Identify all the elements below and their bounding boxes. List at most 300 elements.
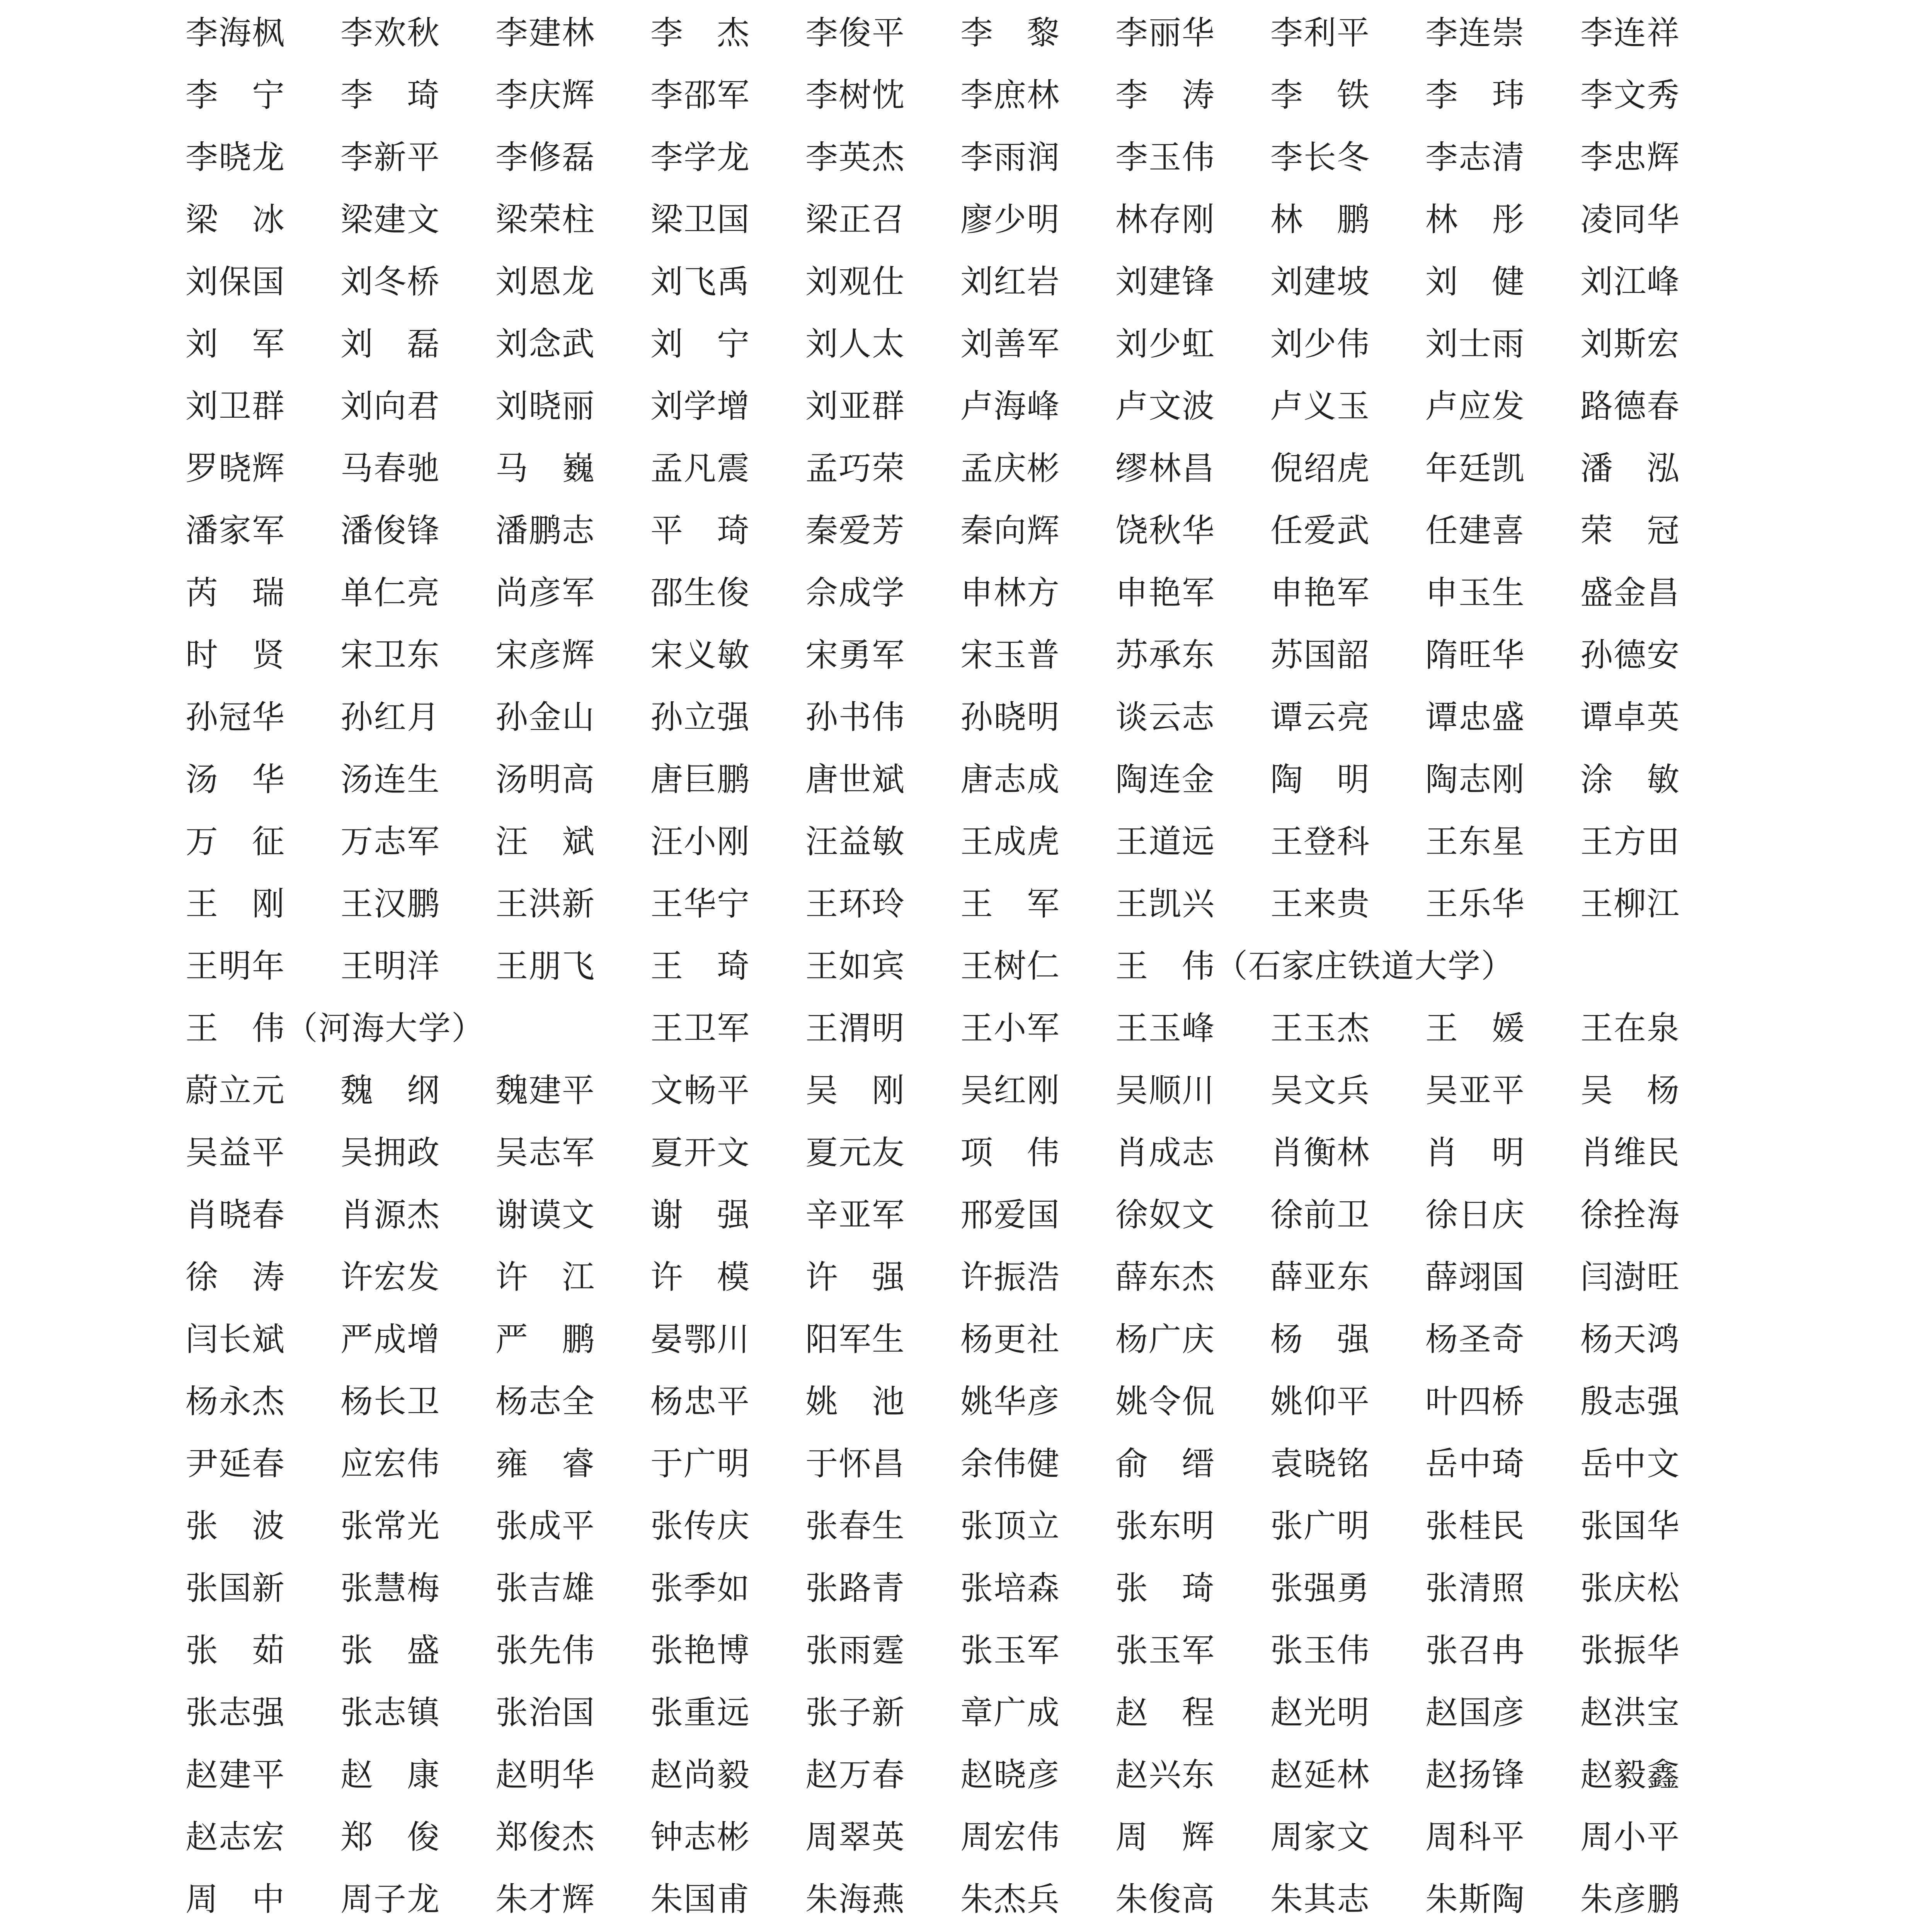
reviewer-name: 张艳博 xyxy=(650,1631,751,1669)
reviewer-name: 赵建平 xyxy=(186,1756,286,1794)
reviewer-name: 王玉峰 xyxy=(1115,1009,1216,1047)
reviewer-name: 赵 康 xyxy=(340,1756,441,1794)
reviewer-name: 李欢秋 xyxy=(340,14,441,52)
reviewer-name: 汤 华 xyxy=(186,760,286,798)
name-row xyxy=(186,375,1755,437)
reviewer-name: 赵毅鑫 xyxy=(1580,1756,1680,1794)
reviewer-name: 卢义玉 xyxy=(1270,387,1371,425)
reviewer-name: 张先伟 xyxy=(495,1631,596,1669)
reviewer-name: 任建喜 xyxy=(1425,512,1525,549)
reviewer-name: 陶连金 xyxy=(1115,760,1216,798)
reviewer-name: 张清照 xyxy=(1425,1569,1525,1607)
reviewer-name: 汤连生 xyxy=(340,760,441,798)
reviewer-name: 于广明 xyxy=(650,1445,751,1483)
reviewer-name: 杨志全 xyxy=(495,1383,596,1420)
reviewer-name: 刘人太 xyxy=(805,325,906,363)
reviewer-name: 李文秀 xyxy=(1580,76,1680,114)
reviewer-name: 唐志成 xyxy=(960,760,1061,798)
reviewer-name: 李 宁 xyxy=(186,76,286,114)
reviewer-name: 王 伟（河海大学） xyxy=(186,1009,485,1047)
reviewer-name-list xyxy=(186,2,1755,1932)
reviewer-name: 李志清 xyxy=(1425,138,1525,176)
reviewer-name: 盛金昌 xyxy=(1580,574,1680,612)
reviewer-name: 凌同华 xyxy=(1580,201,1680,238)
reviewer-name: 李丽华 xyxy=(1115,14,1216,52)
name-row xyxy=(186,1495,1755,1557)
name-row xyxy=(186,1806,1755,1868)
reviewer-name: 闫长斌 xyxy=(186,1320,286,1358)
reviewer-name: 马 巍 xyxy=(495,449,596,487)
reviewer-name: 张常光 xyxy=(340,1507,441,1545)
reviewer-name: 刘晓丽 xyxy=(495,387,596,425)
reviewer-name: 谭云亮 xyxy=(1270,698,1371,736)
name-row xyxy=(186,686,1755,748)
reviewer-name: 李新平 xyxy=(340,138,441,176)
reviewer-name: 肖成志 xyxy=(1115,1134,1216,1172)
reviewer-name: 汤明高 xyxy=(495,760,596,798)
reviewer-name: 许 江 xyxy=(495,1258,596,1296)
reviewer-name: 俞 缙 xyxy=(1115,1445,1216,1483)
reviewer-name: 李英杰 xyxy=(805,138,906,176)
reviewer-name: 严成增 xyxy=(340,1320,441,1358)
reviewer-name: 刘士雨 xyxy=(1425,325,1525,363)
reviewer-name: 张传庆 xyxy=(650,1507,751,1545)
reviewer-name xyxy=(805,1930,905,1932)
reviewer-name: 闫澍旺 xyxy=(1580,1258,1680,1296)
reviewer-name: 阳军生 xyxy=(805,1320,906,1358)
name-row xyxy=(186,1930,1755,1932)
reviewer-name: 刘 宁 xyxy=(650,325,751,363)
name-row xyxy=(186,997,1755,1060)
name-row xyxy=(186,1744,1755,1806)
reviewer-name: 宋彦辉 xyxy=(495,636,596,674)
reviewer-name: 周子龙 xyxy=(340,1880,441,1918)
reviewer-name: 张广明 xyxy=(1270,1507,1371,1545)
reviewer-name: 张吉雄 xyxy=(495,1569,596,1607)
reviewer-name: 张桂民 xyxy=(1425,1507,1525,1545)
reviewer-name: 孙冠华 xyxy=(186,698,286,736)
reviewer-name: 杨长卫 xyxy=(340,1383,441,1420)
reviewer-name: 张志强 xyxy=(186,1694,286,1731)
reviewer-name: 肖 明 xyxy=(1425,1134,1525,1172)
reviewer-name: 李海枫 xyxy=(186,14,286,52)
reviewer-name: 王 军 xyxy=(960,885,1061,923)
reviewer-name: 张 茹 xyxy=(186,1631,286,1669)
reviewer-name: 刘建坡 xyxy=(1270,263,1371,301)
reviewer-name: 张 盛 xyxy=(340,1631,441,1669)
reviewer-name: 佘成学 xyxy=(805,574,906,612)
name-row xyxy=(186,935,1755,997)
reviewer-name: 李连崇 xyxy=(1425,14,1525,52)
reviewer-name: 张治国 xyxy=(495,1694,596,1731)
reviewer-name: 吴益平 xyxy=(186,1134,286,1172)
reviewer-name: 孙立强 xyxy=(650,698,751,736)
reviewer-name: 李连祥 xyxy=(1580,14,1680,52)
reviewer-name: 王玉杰 xyxy=(1270,1009,1371,1047)
reviewer-name: 王在泉 xyxy=(1580,1009,1680,1047)
reviewer-name: 隋旺华 xyxy=(1425,636,1525,674)
reviewer-name: 单仁亮 xyxy=(340,574,441,612)
reviewer-name: 赵光明 xyxy=(1270,1694,1371,1731)
reviewer-name: 张玉军 xyxy=(1115,1631,1216,1669)
reviewer-name: 应宏伟 xyxy=(340,1445,441,1483)
name-row xyxy=(186,1868,1755,1930)
reviewer-name: 申玉生 xyxy=(1425,574,1525,612)
reviewer-name: 路德春 xyxy=(1580,387,1680,425)
reviewer-name: 宋卫东 xyxy=(340,636,441,674)
reviewer-name: 肖衡林 xyxy=(1270,1134,1371,1172)
reviewer-name xyxy=(1115,1930,1215,1932)
reviewer-name: 梁建文 xyxy=(340,201,441,238)
reviewer-name: 朱海燕 xyxy=(805,1880,906,1918)
reviewer-name: 潘鹏志 xyxy=(495,512,596,549)
reviewer-name: 刘恩龙 xyxy=(495,263,596,301)
reviewer-name: 张东明 xyxy=(1115,1507,1216,1545)
reviewer-name: 周小平 xyxy=(1580,1818,1680,1856)
reviewer-name: 姚 池 xyxy=(805,1383,906,1420)
reviewer-name: 徐拴海 xyxy=(1580,1196,1680,1234)
reviewer-name: 徐 涛 xyxy=(186,1258,286,1296)
reviewer-name: 李庆辉 xyxy=(495,76,596,114)
reviewer-name: 许宏发 xyxy=(340,1258,441,1296)
reviewer-name: 赵明华 xyxy=(495,1756,596,1794)
reviewer-name: 卢应发 xyxy=(1425,387,1525,425)
reviewer-name: 谈云志 xyxy=(1115,698,1216,736)
reviewer-name: 文畅平 xyxy=(650,1071,751,1109)
reviewer-name: 肖源杰 xyxy=(340,1196,441,1234)
reviewer-name: 叶四桥 xyxy=(1425,1383,1525,1420)
reviewer-name xyxy=(340,1930,440,1932)
reviewer-name: 蔚立元 xyxy=(186,1071,286,1109)
reviewer-name: 廖少明 xyxy=(960,201,1061,238)
reviewer-name: 林存刚 xyxy=(1115,201,1216,238)
reviewer-name: 赵延林 xyxy=(1270,1756,1371,1794)
reviewer-name: 杨 强 xyxy=(1270,1320,1371,1358)
reviewer-name: 辛亚军 xyxy=(805,1196,906,1234)
reviewer-name: 袁晓铭 xyxy=(1270,1445,1371,1483)
reviewer-name: 王如宾 xyxy=(805,947,906,985)
reviewer-name: 梁荣柱 xyxy=(495,201,596,238)
reviewer-name: 缪林昌 xyxy=(1115,449,1216,487)
reviewer-name: 严 鹏 xyxy=(495,1320,596,1358)
reviewer-name: 李忠辉 xyxy=(1580,138,1680,176)
name-row xyxy=(186,1184,1755,1246)
reviewer-name: 周翠英 xyxy=(805,1818,906,1856)
reviewer-name: 孟庆彬 xyxy=(960,449,1061,487)
reviewer-name: 平 琦 xyxy=(650,512,751,549)
reviewer-name: 张庆松 xyxy=(1580,1569,1680,1607)
reviewer-name: 王 琦 xyxy=(650,947,751,985)
reviewer-name: 刘红岩 xyxy=(960,263,1061,301)
reviewer-name: 杨广庆 xyxy=(1115,1320,1216,1358)
name-row xyxy=(186,1060,1755,1122)
reviewer-name xyxy=(650,1930,750,1932)
reviewer-name: 王东星 xyxy=(1425,823,1525,861)
reviewer-name: 李邵军 xyxy=(650,76,751,114)
reviewer-name: 张培森 xyxy=(960,1569,1061,1607)
name-row xyxy=(186,873,1755,935)
reviewer-name: 张国新 xyxy=(186,1569,286,1607)
name-row xyxy=(186,1557,1755,1619)
name-row xyxy=(186,748,1755,811)
reviewer-name: 王卫军 xyxy=(650,1009,751,1047)
reviewer-name: 王登科 xyxy=(1270,823,1371,861)
reviewer-name: 汪益敏 xyxy=(805,823,906,861)
reviewer-name: 李树忱 xyxy=(805,76,906,114)
reviewer-name: 吴红刚 xyxy=(960,1071,1061,1109)
reviewer-name: 吴 杨 xyxy=(1580,1071,1680,1109)
reviewer-name: 姚华彦 xyxy=(960,1383,1061,1420)
reviewer-name: 苏国韶 xyxy=(1270,636,1371,674)
reviewer-name: 许 模 xyxy=(650,1258,751,1296)
reviewer-name: 张季如 xyxy=(650,1569,751,1607)
reviewer-name: 潘 泓 xyxy=(1580,449,1680,487)
reviewer-name: 朱才辉 xyxy=(495,1880,596,1918)
reviewer-name: 晏鄂川 xyxy=(650,1320,751,1358)
reviewer-name: 姚令侃 xyxy=(1115,1383,1216,1420)
name-row xyxy=(186,1246,1755,1308)
name-row xyxy=(186,811,1755,873)
reviewer-name: 赵志宏 xyxy=(186,1818,286,1856)
reviewer-name: 张重远 xyxy=(650,1694,751,1731)
reviewer-name: 刘建锋 xyxy=(1115,263,1216,301)
reviewer-name: 潘家军 xyxy=(186,512,286,549)
reviewer-name xyxy=(1270,1930,1370,1932)
reviewer-name: 李晓龙 xyxy=(186,138,286,176)
reviewer-name: 赵尚毅 xyxy=(650,1756,751,1794)
reviewer-name: 徐奴文 xyxy=(1115,1196,1216,1234)
reviewer-name: 吴 刚 xyxy=(805,1071,906,1109)
reviewer-name: 谭忠盛 xyxy=(1425,698,1525,736)
reviewer-name: 赵 程 xyxy=(1115,1694,1216,1731)
reviewer-name: 杨永杰 xyxy=(186,1383,286,1420)
reviewer-name: 张振华 xyxy=(1580,1631,1680,1669)
reviewer-name: 李 琦 xyxy=(340,76,441,114)
reviewer-name xyxy=(186,1930,285,1932)
reviewer-name: 朱俊高 xyxy=(1115,1880,1216,1918)
reviewer-name: 赵国彦 xyxy=(1425,1694,1525,1731)
reviewer-name: 刘卫群 xyxy=(186,387,286,425)
name-row xyxy=(186,500,1755,562)
reviewer-name: 周宏伟 xyxy=(960,1818,1061,1856)
reviewer-name: 朱斯陶 xyxy=(1425,1880,1525,1918)
reviewer-name: 卢海峰 xyxy=(960,387,1061,425)
reviewer-name: 申林方 xyxy=(960,574,1061,612)
reviewer-name: 张志镇 xyxy=(340,1694,441,1731)
name-row xyxy=(186,562,1755,624)
reviewer-name: 张召冉 xyxy=(1425,1631,1525,1669)
reviewer-name: 张慧梅 xyxy=(340,1569,441,1607)
reviewer-name: 孙晓明 xyxy=(960,698,1061,736)
reviewer-name: 万志军 xyxy=(340,823,441,861)
reviewer-name: 万 征 xyxy=(186,823,286,861)
reviewer-name: 王柳江 xyxy=(1580,885,1680,923)
reviewer-name: 赵洪宝 xyxy=(1580,1694,1680,1731)
reviewer-name: 郑俊杰 xyxy=(495,1818,596,1856)
reviewer-name: 赵扬锋 xyxy=(1425,1756,1525,1794)
reviewer-name: 张玉军 xyxy=(960,1631,1061,1669)
reviewer-name: 赵万春 xyxy=(805,1756,906,1794)
reviewer-name: 年廷凯 xyxy=(1425,449,1525,487)
reviewer-name: 余伟健 xyxy=(960,1445,1061,1483)
reviewer-name: 王道远 xyxy=(1115,823,1216,861)
reviewer-name: 杨圣奇 xyxy=(1425,1320,1525,1358)
reviewer-name: 郑 俊 xyxy=(340,1818,441,1856)
reviewer-name: 王来贵 xyxy=(1270,885,1371,923)
reviewer-name: 刘善军 xyxy=(960,325,1061,363)
reviewer-name: 孟巧荣 xyxy=(805,449,906,487)
reviewer-name: 杨天鸿 xyxy=(1580,1320,1680,1358)
reviewer-name: 李玉伟 xyxy=(1115,138,1216,176)
reviewer-name: 张 琦 xyxy=(1115,1569,1216,1607)
reviewer-name: 李 杰 xyxy=(650,14,751,52)
reviewer-name: 谢 强 xyxy=(650,1196,751,1234)
name-row xyxy=(186,437,1755,500)
name-row xyxy=(186,313,1755,375)
reviewer-name: 张国华 xyxy=(1580,1507,1680,1545)
reviewer-name: 岳中琦 xyxy=(1425,1445,1525,1483)
reviewer-name: 倪绍虎 xyxy=(1270,449,1371,487)
reviewer-name: 周 中 xyxy=(186,1880,286,1918)
reviewer-name: 孙德安 xyxy=(1580,636,1680,674)
reviewer-name: 刘 磊 xyxy=(340,325,441,363)
reviewer-name: 朱杰兵 xyxy=(960,1880,1061,1918)
reviewer-name: 吴拥政 xyxy=(340,1134,441,1172)
reviewer-name: 张 波 xyxy=(186,1507,286,1545)
name-row xyxy=(186,2,1755,64)
reviewer-name: 刘 健 xyxy=(1425,263,1525,301)
reviewer-name: 魏建平 xyxy=(495,1071,596,1109)
name-row xyxy=(186,189,1755,251)
reviewer-name: 周科平 xyxy=(1425,1818,1525,1856)
reviewer-name: 王华宁 xyxy=(650,885,751,923)
reviewer-name: 梁卫国 xyxy=(650,201,751,238)
reviewer-name: 王明年 xyxy=(186,947,286,985)
name-row xyxy=(186,624,1755,686)
reviewer-name: 殷志强 xyxy=(1580,1383,1680,1420)
reviewer-name: 孙红月 xyxy=(340,698,441,736)
reviewer-name: 汪小刚 xyxy=(650,823,751,861)
reviewer-name: 周家文 xyxy=(1270,1818,1371,1856)
reviewer-name: 孙书伟 xyxy=(805,698,906,736)
reviewer-name: 孟凡震 xyxy=(650,449,751,487)
reviewer-name: 任爱武 xyxy=(1270,512,1371,549)
reviewer-name: 张玉伟 xyxy=(1270,1631,1371,1669)
reviewer-name: 王渭明 xyxy=(805,1009,906,1047)
reviewer-name: 谢谟文 xyxy=(495,1196,596,1234)
reviewer-name: 王明洋 xyxy=(340,947,441,985)
reviewer-name: 刘向君 xyxy=(340,387,441,425)
reviewer-name: 秦向辉 xyxy=(960,512,1061,549)
reviewer-name: 汪 斌 xyxy=(495,823,596,861)
reviewer-name: 王方田 xyxy=(1580,823,1680,861)
reviewer-name: 尹延春 xyxy=(186,1445,286,1483)
reviewer-name: 李 黎 xyxy=(960,14,1061,52)
reviewer-name: 李庶林 xyxy=(960,76,1061,114)
reviewer-name: 宋义敏 xyxy=(650,636,751,674)
reviewer-name: 薛亚东 xyxy=(1270,1258,1371,1296)
reviewer-name: 刘保国 xyxy=(186,263,286,301)
name-row xyxy=(186,251,1755,313)
reviewer-name: 王朋飞 xyxy=(495,947,596,985)
reviewer-name: 夏开文 xyxy=(650,1134,751,1172)
reviewer-name: 吴文兵 xyxy=(1270,1071,1371,1109)
reviewer-name: 杨更社 xyxy=(960,1320,1061,1358)
reviewer-name: 芮 瑞 xyxy=(186,574,286,612)
reviewer-name: 涂 敏 xyxy=(1580,760,1680,798)
reviewer-name: 王 伟（石家庄铁道大学） xyxy=(1115,947,1515,985)
reviewer-name: 徐日庆 xyxy=(1425,1196,1525,1234)
reviewer-name: 邵生俊 xyxy=(650,574,751,612)
reviewer-name: 赵晓彦 xyxy=(960,1756,1061,1794)
reviewer-name: 肖晓春 xyxy=(186,1196,286,1234)
reviewer-name: 李 铁 xyxy=(1270,76,1371,114)
name-row xyxy=(186,126,1755,189)
reviewer-name: 王汉鹏 xyxy=(340,885,441,923)
reviewer-name: 孙金山 xyxy=(495,698,596,736)
reviewer-name: 许振浩 xyxy=(960,1258,1061,1296)
reviewer-name: 林 鹏 xyxy=(1270,201,1371,238)
name-row xyxy=(186,1619,1755,1682)
reviewer-name: 王树仁 xyxy=(960,947,1061,985)
reviewer-name: 徐前卫 xyxy=(1270,1196,1371,1234)
reviewer-name: 唐世斌 xyxy=(805,760,906,798)
reviewer-name: 姚仰平 xyxy=(1270,1383,1371,1420)
reviewer-name: 李修磊 xyxy=(495,138,596,176)
reviewer-name: 苏承东 xyxy=(1115,636,1216,674)
reviewer-name: 张顶立 xyxy=(960,1507,1061,1545)
name-row xyxy=(186,1682,1755,1744)
reviewer-name: 刘亚群 xyxy=(805,387,906,425)
name-row xyxy=(186,1433,1755,1495)
reviewer-name: 梁 冰 xyxy=(186,201,286,238)
reviewer-name: 张强勇 xyxy=(1270,1569,1371,1607)
name-row xyxy=(186,64,1755,126)
name-row xyxy=(186,1308,1755,1371)
reviewer-name: 荣 冠 xyxy=(1580,512,1680,549)
reviewer-name: 吴顺川 xyxy=(1115,1071,1216,1109)
reviewer-name: 于怀昌 xyxy=(805,1445,906,1483)
reviewer-name: 邢爱国 xyxy=(960,1196,1061,1234)
reviewer-name: 刘学增 xyxy=(650,387,751,425)
reviewer-name: 张雨霆 xyxy=(805,1631,906,1669)
reviewer-name: 刘江峰 xyxy=(1580,263,1680,301)
reviewer-name: 杨忠平 xyxy=(650,1383,751,1420)
reviewer-name: 宋玉普 xyxy=(960,636,1061,674)
reviewer-name: 李 涛 xyxy=(1115,76,1216,114)
reviewer-name: 刘 军 xyxy=(186,325,286,363)
reviewer-name: 雍 睿 xyxy=(495,1445,596,1483)
reviewer-name: 岳中文 xyxy=(1580,1445,1680,1483)
reviewer-name: 章广成 xyxy=(960,1694,1061,1731)
reviewer-name: 张子新 xyxy=(805,1694,906,1731)
reviewer-name: 李 玮 xyxy=(1425,76,1525,114)
name-row xyxy=(186,1122,1755,1184)
reviewer-name: 谭卓英 xyxy=(1580,698,1680,736)
reviewer-name: 夏元友 xyxy=(805,1134,906,1172)
reviewer-name: 林 彤 xyxy=(1425,201,1525,238)
reviewer-name: 王洪新 xyxy=(495,885,596,923)
reviewer-name: 饶秋华 xyxy=(1115,512,1216,549)
reviewer-name: 张路青 xyxy=(805,1569,906,1607)
reviewer-name: 刘少伟 xyxy=(1270,325,1371,363)
reviewer-name: 张春生 xyxy=(805,1507,906,1545)
reviewer-name: 刘斯宏 xyxy=(1580,325,1680,363)
reviewer-name: 吴亚平 xyxy=(1425,1071,1525,1109)
reviewer-name: 潘俊锋 xyxy=(340,512,441,549)
reviewer-name: 卢文波 xyxy=(1115,387,1216,425)
reviewer-name: 李学龙 xyxy=(650,138,751,176)
